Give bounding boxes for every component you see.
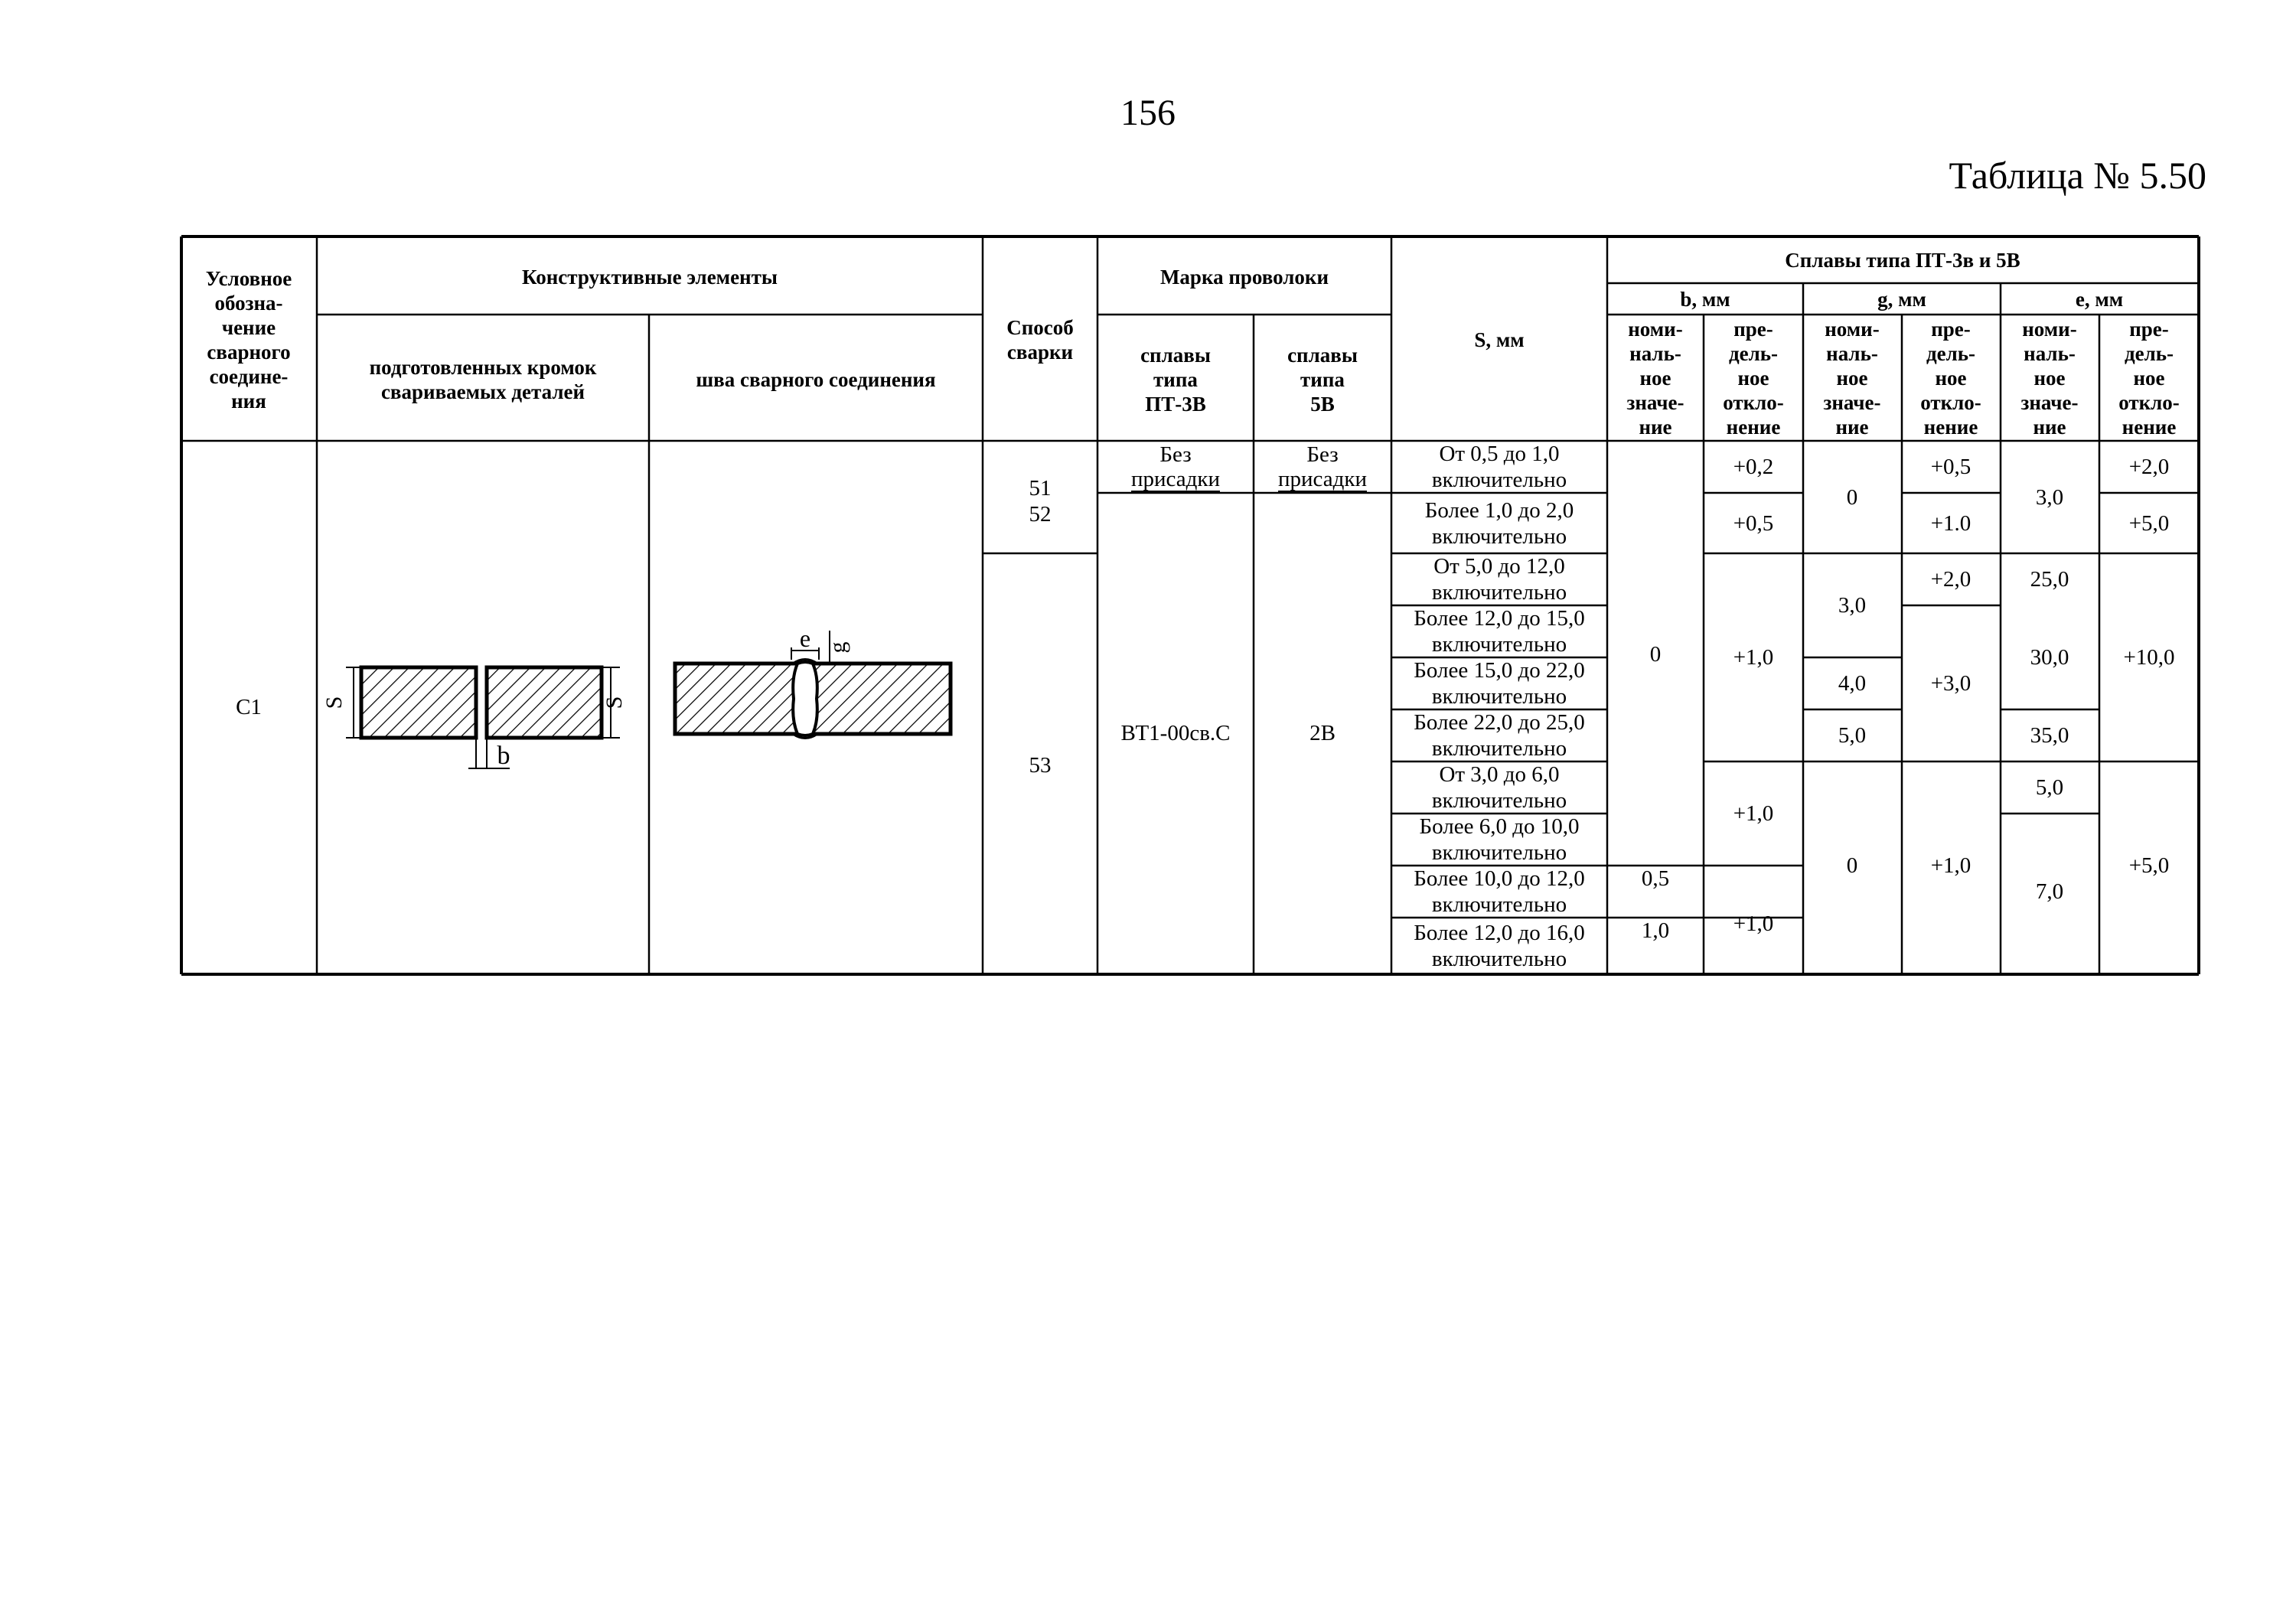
joint-designation: С1 <box>236 695 262 719</box>
thickness-range: включительно <box>1431 524 1567 549</box>
header-deviation: дель- <box>1926 342 1976 365</box>
thickness-range: включительно <box>1431 632 1567 657</box>
drawing-label-s-right: S <box>602 696 627 709</box>
thickness-range: включительно <box>1431 947 1567 971</box>
b-nominal: 0,5 <box>1641 866 1670 891</box>
drawing-label-g: g <box>825 641 850 654</box>
g-nominal: 0 <box>1846 485 1858 510</box>
header-e-mm: e, мм <box>2075 288 2124 311</box>
b-deviation: +0,5 <box>1733 511 1774 536</box>
header-designation: обозна- <box>214 292 283 315</box>
header-weld-seam: шва сварного соединения <box>696 368 936 391</box>
header-nominal: номи- <box>2022 318 2077 341</box>
header-nominal: ное <box>1639 367 1671 390</box>
e-deviation: +5,0 <box>2128 853 2170 878</box>
header-deviation: пре- <box>1931 318 1971 341</box>
header-g-mm: g, мм <box>1877 288 1926 311</box>
b-deviation: +1,0 <box>1733 645 1774 670</box>
weld-seam-drawing <box>675 624 951 739</box>
header-alloy-pt3v: типа <box>1153 368 1198 391</box>
b-deviation: +0,2 <box>1733 455 1774 479</box>
drawing-label-s-left: S <box>321 696 347 709</box>
header-nominal: ние <box>1835 416 1869 439</box>
header-designation: Условное <box>205 267 292 290</box>
header-prepared-edges: свариваемых деталей <box>380 380 585 403</box>
header-deviation: дель- <box>2124 342 2174 365</box>
wire-none-pt3v: присадки <box>1131 467 1220 491</box>
header-alloy-pt3v: сплавы <box>1140 344 1211 367</box>
thickness-range: Более 12,0 до 15,0 <box>1414 606 1585 631</box>
wire-5v: 2В <box>1309 721 1336 745</box>
e-nominal: 5,0 <box>2035 775 2064 800</box>
header-nominal: ние <box>1639 416 1672 439</box>
header-welding-method: Способ <box>1006 316 1074 339</box>
e-nominal: 7,0 <box>2035 879 2064 904</box>
header-nominal: наль- <box>2024 342 2076 365</box>
prepared-edges-drawing <box>321 667 627 770</box>
wire-pt3v: ВТ1-00св.С <box>1120 721 1231 745</box>
e-nominal: 35,0 <box>2030 723 2069 748</box>
header-nominal: ние <box>2033 416 2066 439</box>
g-deviation: +2,0 <box>1930 567 1971 592</box>
header-alloy-pt3v: ПТ-3В <box>1145 393 1206 416</box>
thickness-range: включительно <box>1431 684 1567 709</box>
header-nominal: значе- <box>1823 391 1881 414</box>
e-nominal: 25,0 <box>2030 567 2069 592</box>
header-designation: сварного <box>207 341 291 364</box>
header-deviation: пре- <box>2129 318 2169 341</box>
thickness-range: Более 6,0 до 10,0 <box>1419 814 1580 839</box>
wire-none-5v: присадки <box>1278 467 1367 491</box>
thickness-range: включительно <box>1431 736 1567 761</box>
thickness-range: От 3,0 до 6,0 <box>1439 762 1560 787</box>
header-construct-elements: Конструктивные элементы <box>522 266 778 289</box>
header-alloys-group: Сплавы типа ПТ-3в и 5В <box>1785 249 2020 272</box>
b-nominal: 0 <box>1649 642 1662 667</box>
welding-method-53: 53 <box>1029 753 1052 778</box>
header-nominal: наль- <box>1826 342 1878 365</box>
welding-method-51-52: 52 <box>1029 502 1052 527</box>
drawing-label-b: b <box>497 742 510 770</box>
g-nominal: 4,0 <box>1838 671 1867 696</box>
header-nominal: номи- <box>1825 318 1880 341</box>
table-title: Таблица № 5.50 <box>1949 154 2206 197</box>
thickness-range: Более 15,0 до 22,0 <box>1414 658 1585 683</box>
e-deviation: +5,0 <box>2128 511 2170 536</box>
g-nominal: 3,0 <box>1838 593 1867 618</box>
page-number: 156 <box>1120 93 1176 133</box>
header-deviation: откло- <box>1723 391 1784 414</box>
header-nominal: наль- <box>1629 342 1681 365</box>
b-deviation: +1,0 <box>1733 801 1774 826</box>
header-b-mm: b, мм <box>1680 288 1730 311</box>
thickness-range: Более 12,0 до 16,0 <box>1414 921 1585 945</box>
header-deviation: нение <box>1923 416 1978 439</box>
g-deviation: +1,0 <box>1930 853 1971 878</box>
e-nominal: 30,0 <box>2030 645 2069 670</box>
header-nominal: ное <box>2033 367 2066 390</box>
header-deviation: дель- <box>1728 342 1779 365</box>
thickness-range: включительно <box>1431 468 1567 492</box>
header-designation: чение <box>221 316 276 339</box>
g-nominal: 0 <box>1846 853 1858 878</box>
wire-none-pt3v: Без <box>1159 442 1192 467</box>
header-nominal: значе- <box>2020 391 2079 414</box>
wire-none-5v: Без <box>1306 442 1339 467</box>
header-deviation: ное <box>2133 367 2165 390</box>
header-alloy-5v: сплавы <box>1287 344 1358 367</box>
header-deviation: ное <box>1737 367 1769 390</box>
thickness-range: От 0,5 до 1,0 <box>1439 442 1560 466</box>
header-deviation: ное <box>1935 367 1967 390</box>
thickness-range: включительно <box>1431 840 1567 865</box>
thickness-range: От 5,0 до 12,0 <box>1433 554 1565 579</box>
g-nominal: 5,0 <box>1838 723 1867 748</box>
header-alloy-5v: 5В <box>1310 393 1335 416</box>
thickness-range: Более 1,0 до 2,0 <box>1424 498 1574 523</box>
header-deviation: нение <box>2122 416 2177 439</box>
header-nominal: значе- <box>1626 391 1684 414</box>
thickness-range: Более 22,0 до 25,0 <box>1414 710 1585 735</box>
header-nominal: номи- <box>1628 318 1683 341</box>
e-deviation: +2,0 <box>2128 455 2170 479</box>
header-deviation: откло- <box>2118 391 2180 414</box>
thickness-range: включительно <box>1431 892 1567 917</box>
drawing-label-e: e <box>799 624 811 652</box>
header-deviation: нение <box>1726 416 1781 439</box>
header-prepared-edges: подготовленных кромок <box>369 356 597 379</box>
g-deviation: +3,0 <box>1930 671 1971 696</box>
header-deviation: откло- <box>1920 391 1981 414</box>
thickness-range: включительно <box>1431 580 1567 605</box>
b-nominal: 1,0 <box>1641 918 1670 943</box>
thickness-range: Более 10,0 до 12,0 <box>1414 866 1585 891</box>
header-deviation: пре- <box>1733 318 1773 341</box>
b-deviation: +1,0 <box>1733 911 1774 936</box>
header-nominal: ное <box>1836 367 1868 390</box>
welding-method-51-52: 51 <box>1029 476 1052 501</box>
header-welding-method: сварки <box>1006 341 1074 364</box>
g-deviation: +1.0 <box>1930 511 1971 536</box>
g-deviation: +0,5 <box>1930 455 1971 479</box>
thickness-range: включительно <box>1431 788 1567 813</box>
header-designation: соедине- <box>209 365 289 388</box>
e-nominal: 3,0 <box>2035 485 2064 510</box>
header-designation: ния <box>231 390 266 413</box>
header-s-mm: S, мм <box>1474 328 1525 351</box>
header-alloy-5v: типа <box>1300 368 1345 391</box>
header-wire-grade: Марка проволоки <box>1159 266 1329 289</box>
table-header <box>206 249 2180 439</box>
e-deviation: +10,0 <box>2123 645 2175 670</box>
